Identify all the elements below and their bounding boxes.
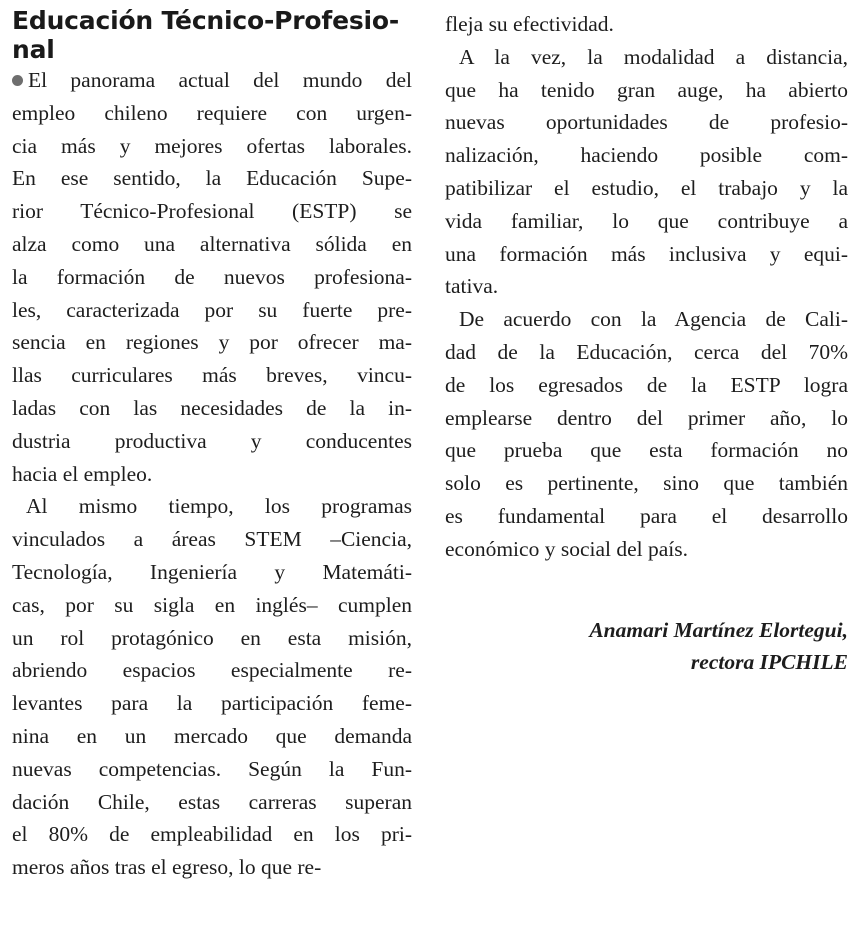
text-line: cas, por su sigla en inglés– cumplen xyxy=(12,592,412,617)
text-line: emplearse dentro del primer año, lo xyxy=(445,405,848,430)
text-line: llas curriculares más breves, vincu- xyxy=(12,363,412,388)
text-line: de los egresados de la ESTP logra xyxy=(445,372,848,397)
right-column xyxy=(445,0,848,678)
text-line: dación Chile, estas carreras superan xyxy=(12,789,412,814)
right-column-text xyxy=(445,8,848,566)
text-line: tativa. xyxy=(445,274,499,299)
text-line: que ha tenido gran auge, ha abierto xyxy=(445,77,848,102)
text-line: económico y social del país. xyxy=(445,536,688,561)
text-line: cia más y mejores ofertas laborales. xyxy=(12,133,412,158)
text-line: dad de la Educación, cerca del 70% xyxy=(445,339,848,364)
text-line: En ese sentido, la Educación Supe- xyxy=(12,166,412,191)
author-role: rectora IPCHILE xyxy=(690,649,848,674)
signature xyxy=(445,614,848,678)
text-line: empleo chileno requiere con urgen- xyxy=(12,100,412,125)
text-line: solo es pertinente, sino que también xyxy=(445,471,848,496)
text-line: Tecnología, Ingeniería y Matemáti- xyxy=(12,559,412,584)
text-line: que prueba que esta formación no xyxy=(445,438,848,463)
text-line: alza como una alternativa sólida en xyxy=(12,231,412,256)
text-line xyxy=(12,64,412,97)
left-column xyxy=(8,0,412,884)
bullet-icon xyxy=(12,75,23,86)
text-line: sencia en regiones y por ofrecer ma- xyxy=(12,330,412,355)
text-line: vinculados a áreas STEM –Ciencia, xyxy=(12,527,412,552)
text-line: dustria productiva y conducentes xyxy=(12,428,412,453)
text-line: Al mismo tiempo, los programas xyxy=(26,494,412,519)
text-line: el 80% de empleabilidad en los pri- xyxy=(12,822,412,847)
text-line: nina en un mercado que demanda xyxy=(12,723,412,748)
text-line: levantes para la participación feme- xyxy=(12,691,412,716)
text-line: nalización, haciendo posible com- xyxy=(445,143,848,168)
text-line: meros años tras el egreso, lo que re- xyxy=(12,855,322,880)
text-line: hacia el empleo. xyxy=(12,461,153,486)
text-line: un rol protagónico en esta misión, xyxy=(12,625,412,650)
author-name: Anamari Martínez Elortegui, xyxy=(589,617,848,642)
left-column-text xyxy=(12,64,412,884)
article-title xyxy=(12,6,412,64)
text-line: De acuerdo con la Agencia de Cali- xyxy=(459,307,848,332)
text-line: patibilizar el estudio, el trabajo y la xyxy=(445,175,848,200)
text-line: la formación de nuevos profesiona- xyxy=(12,264,412,289)
text-line-content: El panorama actual del mundo del xyxy=(28,68,412,92)
text-line: una formación más inclusiva y equi- xyxy=(445,241,848,266)
text-line: ladas con las necesidades de la in- xyxy=(12,395,412,420)
text-line: rior Técnico-Profesional (ESTP) se xyxy=(12,199,412,224)
text-line: nuevas competencias. Según la Fun- xyxy=(12,756,412,781)
text-line: A la vez, la modalidad a distancia, xyxy=(459,44,848,69)
text-line: nuevas oportunidades de profesio- xyxy=(445,110,848,135)
text-line: es fundamental para el desarrollo xyxy=(445,503,848,528)
text-line: vida familiar, lo que contribuye a xyxy=(445,208,848,233)
title-line-2: nal xyxy=(12,35,55,64)
text-line: abriendo espacios especialmente re- xyxy=(12,658,412,683)
text-line: fleja su efectividad. xyxy=(445,12,614,36)
text-line: les, caracterizada por su fuerte pre- xyxy=(12,297,412,322)
title-line-1: Educación Técnico-Profesio- xyxy=(12,6,400,35)
